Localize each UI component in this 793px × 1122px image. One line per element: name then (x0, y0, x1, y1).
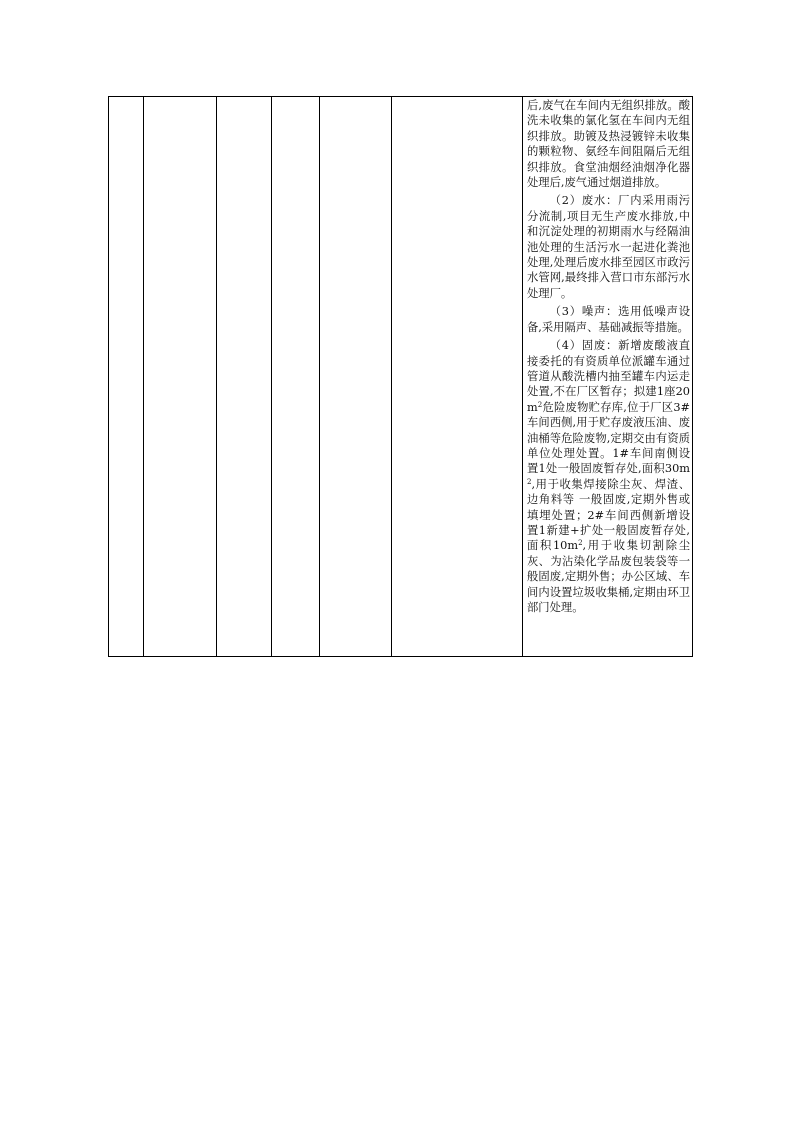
table-cell-measures (523, 97, 693, 657)
noise-paragraph: （3）噪声：选用低噪声设备,采用隔声、基础减振等措施。 (527, 305, 690, 334)
table-row (109, 97, 693, 657)
measures-table (108, 96, 693, 657)
solid-waste-text-3: ,用于收集焊接除尘灰、焊渣、边角料等 一般固废,定期外售或填埋处置；2#车间西侧新增设置1新建+扩处一般固废暂存处,面积10m (527, 477, 690, 553)
superscript: 2 (578, 539, 583, 548)
table-cell-6 (392, 97, 523, 657)
table-cell-2 (144, 97, 217, 657)
waste-gas-paragraph: 后,废气在车间内无组织排放。酸洗未收集的氯化氢在车间内无组织排放。助镀及热浸镀锌未收集的颗粒物、氨经车间阻隔后无组织排放。食堂油烟经油烟净化器处理后,废气通过烟道排放。 (527, 99, 690, 190)
solid-waste-text-2: 危险废物贮存库,位于厂区3#车间西侧,用于贮存废液压油、废油桶等危险废物,定期交由有资质单位处理处置。1#车间南侧设置1处一般固废暂存处,面积30m (527, 400, 690, 476)
table-cell-1 (109, 97, 144, 657)
table-cell-3 (217, 97, 272, 657)
wastewater-paragraph: （2）废水：厂内采用雨污分流制,项目无生产废水排放,中和沉淀处理的初期雨水与经隔油池处理的生活污水一起进化粪池处理,处理后废水排至园区市政污水管网,最终排入营口市东部污水处理厂。 (527, 194, 690, 300)
table-cell-5 (320, 97, 392, 657)
superscript: 2 (527, 477, 532, 486)
solid-waste-text-1: （4）固废：新增废酸液直接委托的有资质单位派罐车通过管道从酸洗槽内抽至罐车内运走处置,不在厂区暂存；拟建1座20m (527, 339, 690, 414)
table-cell-4 (272, 97, 320, 657)
solid-waste-paragraph (527, 338, 690, 615)
superscript: 2 (537, 400, 543, 409)
measures-text (523, 97, 692, 615)
solid-waste-text-4: ,用于收集切割除尘灰、为沾染化学品废包装袋等一般固废,定期外售；办公区域、车间内设置垃圾收集桶,定期由环卫部门处理。 (527, 539, 690, 614)
